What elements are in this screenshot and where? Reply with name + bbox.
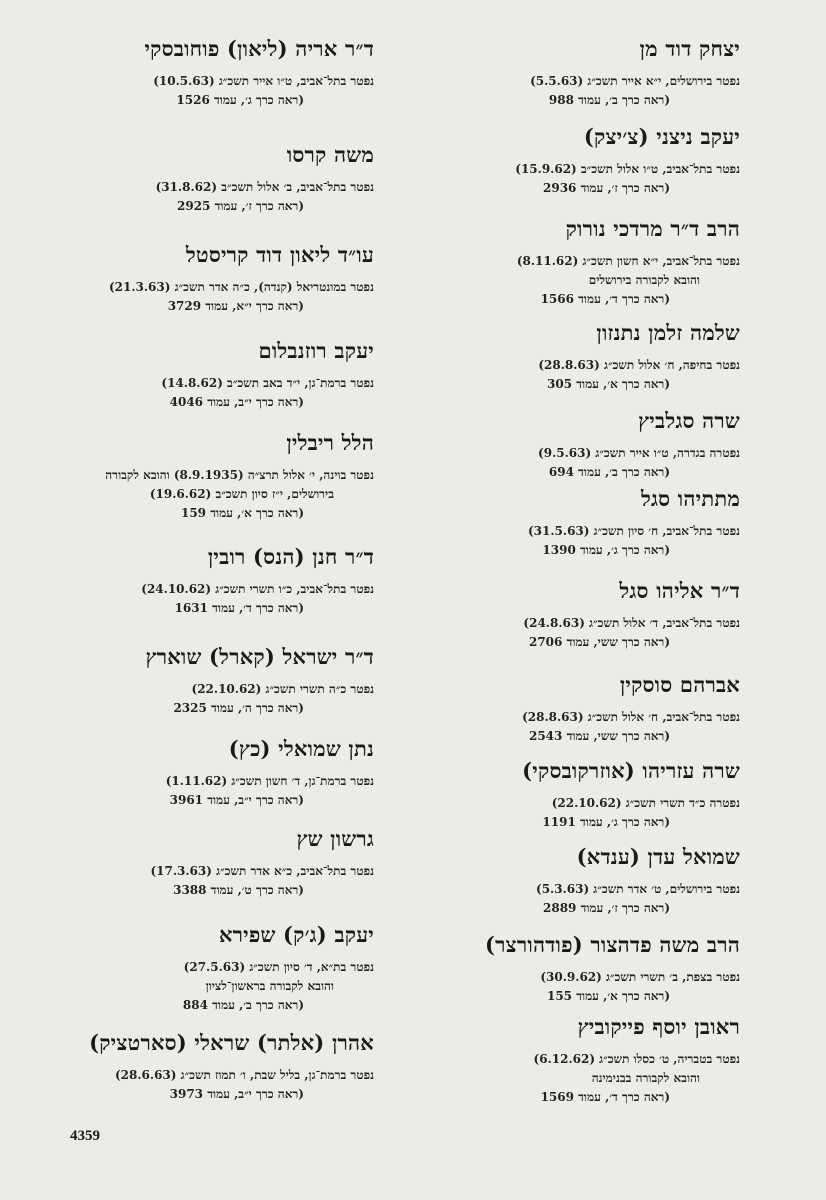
entry-reference: (ראה כרך ז׳, עמוד 2936 — [543, 181, 670, 195]
entry-line: נפטר בירושלים, י״א אייר תשכ״ג (5.5.63) — [530, 74, 740, 88]
entry-line: נפטר בתל־אביב, ט״ו אלול תשכ״ב (15.9.62) — [515, 162, 740, 176]
entry-line: נפטר בתל־אביב, ח׳ אלול תשכ״ג (28.8.63) — [522, 710, 740, 724]
entry-name: מתתיהו סגל — [640, 486, 740, 511]
entry-name: הלל ריבלין — [286, 430, 374, 455]
entry — [440, 320, 740, 394]
entry-line: נפטר בתל־אביב, כ״א אדר תשכ״ג (17.3.63) — [150, 864, 374, 878]
entry-reference: (ראה כרך ב׳, עמוד 988 — [548, 93, 670, 107]
entry-name: ראובן יוסף פייקוביץ — [577, 1014, 740, 1039]
entry-name: יעקב ניצני (צ׳יצק) — [583, 124, 740, 149]
entry — [440, 216, 740, 309]
entry-line: נפטר בת״א, ד׳ סיון תשכ״ג (27.5.63) — [183, 960, 374, 974]
entry-reference: (ראה כרך ז׳, עמוד 2925 — [177, 199, 304, 213]
entry-reference: (ראה כרך ב׳, עמוד 884 — [182, 998, 304, 1012]
entry-reference: (ראה כרך ב׳, עמוד 694 — [548, 465, 670, 479]
entry-name: שרה סגלביץ — [638, 408, 740, 433]
entry-line: נפטרה בגדרה, ט״ו אייר תשכ״ג (9.5.63) — [538, 446, 740, 460]
entry-reference: (ראה כרך ד׳, עמוד 1569 — [540, 1090, 670, 1104]
entry-name: הרב משה פדהצור (פודהורצר) — [485, 932, 740, 957]
entry-name: משה קרסו — [286, 142, 374, 167]
entry-name: שרה עזריהו (אוזרקובסקי) — [522, 758, 740, 783]
entry — [44, 1030, 374, 1104]
entry-name: אברהם סוסקין — [619, 672, 740, 697]
entry — [440, 844, 740, 918]
entry-name: יעקב (ג׳ק) שפירא — [218, 922, 374, 947]
entry-line: נפטר ברמת־גן, י״ד באב תשכ״ב (14.8.62) — [161, 376, 374, 390]
entry-name: עו״ד ליאון דוד קריסטל — [185, 242, 374, 267]
entry-reference: (ראה כרך י״א, עמוד 3729 — [167, 299, 304, 313]
entry-reference: (ראה כרך ט׳, עמוד 3388 — [173, 883, 304, 897]
entry-reference: (ראה כרך י״ב, עמוד 3961 — [169, 793, 304, 807]
entry-reference: (ראה כרך ה׳, עמוד 2325 — [173, 701, 304, 715]
entry-reference: (ראה כרך ג׳, עמוד 1390 — [542, 543, 670, 557]
page-number: 4359 — [70, 1128, 100, 1144]
entry — [440, 124, 740, 198]
entry-line: והובא לקבורה בירושלים — [588, 273, 700, 287]
entry-name: אהרן (אלתר) שראלי (סארטציק) — [89, 1030, 374, 1055]
entry-reference: (ראה כרך ד׳, עמוד 1566 — [540, 292, 670, 306]
entry-line: נפטר בתל־אביב, כ״ו תשרי תשכ״ג (24.10.62) — [141, 582, 374, 596]
entry — [440, 672, 740, 746]
entry-name: ד״ר אליהו סגל — [619, 578, 740, 603]
entry-name: ד״ר אריה (ליאון) פוחובסקי — [144, 36, 374, 61]
entry-name: ד״ר חנן (הנס) רובין — [207, 544, 374, 569]
entry-reference: (ראה כרך ג׳, עמוד 1526 — [176, 93, 304, 107]
entry-line: בירושלים, י״ז סיון תשכ״ב (19.6.62) — [149, 487, 334, 501]
entry — [440, 1014, 740, 1107]
entry-reference: (ראה כרך ז׳, עמוד 2889 — [543, 901, 670, 915]
entry-name: נתן שמואלי (כץ) — [228, 736, 374, 761]
entry-name: הרב ד״ר מרדכי נורוק — [565, 216, 740, 241]
entry-reference: (ראה כרך ששי, עמוד 2543 — [528, 729, 670, 743]
entry-reference: (ראה כרך ששי, עמוד 2706 — [528, 635, 670, 649]
entry-name: שמואל עדן (ענדא) — [576, 844, 740, 869]
entry — [44, 544, 374, 618]
entry-reference: (ראה כרך י״ב, עמוד 3973 — [169, 1087, 304, 1101]
entry-reference: (ראה כרך ג׳, עמוד 1191 — [542, 815, 670, 829]
entry — [44, 142, 374, 216]
entry-line: נפטרה כ״ד תשרי תשכ״ג (22.10.62) — [551, 796, 740, 810]
entry — [440, 932, 740, 1006]
entry-name: ד״ר ישראל (קארל) שוארץ — [145, 644, 374, 669]
entry — [44, 242, 374, 316]
entry-line: נפטר ברמת־גן, בליל שבת, ו׳ תמוז תשכ״ג (28.6.63) — [114, 1068, 374, 1082]
entry-line: נפטר במונטריאל (קנדה), כ״ה אדר תשכ״ג (21.3.63) — [108, 280, 374, 294]
entry — [44, 922, 374, 1015]
entry-reference: (ראה כרך ד׳, עמוד 1631 — [174, 601, 304, 615]
entry-reference: (ראה כרך א׳, עמוד 155 — [546, 989, 670, 1003]
entry-line: נפטר בתל־אביב, ד׳ אלול תשכ״ג (24.8.63) — [523, 616, 740, 630]
entry-reference: (ראה כרך א׳, עמוד 305 — [546, 377, 670, 391]
entry — [44, 736, 374, 810]
entry-line: והובא לקבורה בראשון־לציון — [205, 979, 334, 993]
entry — [440, 408, 740, 482]
entry — [440, 578, 740, 652]
entry-line: נפטר כ״ה תשרי תשכ״ג (22.10.62) — [191, 682, 374, 696]
entry-name: יצחק דוד מן — [639, 36, 740, 61]
entry-line: נפטר בתל־אביב, י״א חשון תשכ״ג (8.11.62) — [516, 254, 740, 268]
entry-line: נפטר בחיפה, ח׳ אלול תשכ״ג (28.8.63) — [538, 358, 740, 372]
entry-name: שלמה זלמן נתנזון — [596, 320, 740, 345]
entry — [44, 644, 374, 718]
entry — [44, 430, 374, 523]
entry — [440, 36, 740, 110]
entry-name: יעקב רוזנבלום — [258, 338, 374, 363]
entry — [44, 826, 374, 900]
entry — [44, 338, 374, 412]
entry-line: נפטר בתל־אביב, ט״ו אייר תשכ״ג (10.5.63) — [153, 74, 374, 88]
entry — [440, 486, 740, 560]
entry-line: נפטר בירושלים, ט׳ אדר תשכ״ג (5.3.63) — [536, 882, 740, 896]
entry — [440, 758, 740, 832]
entry-line: והובא לקבורה בבנימינה — [591, 1071, 700, 1085]
entry-line: נפטר בטבריה, ט׳ כסלו תשכ״ג (6.12.62) — [533, 1052, 740, 1066]
entry-line: נפטר בוינה, י׳ אלול תרצ״ה (8.9.1935) והובא לקבורה — [105, 468, 374, 482]
entry — [44, 36, 374, 110]
entry-reference: (ראה כרך י״ב, עמוד 4046 — [169, 395, 304, 409]
entry-line: נפטר בתל־אביב, ח׳ סיון תשכ״ג (31.5.63) — [527, 524, 740, 538]
entry-reference: (ראה כרך א׳, עמוד 159 — [180, 506, 304, 520]
entry-line: נפטר בצפת, ב׳ תשרי תשכ״ג (30.9.62) — [540, 970, 740, 984]
entry-line: נפטר בתל־אביב, ב׳ אלול תשכ״ב (31.8.62) — [155, 180, 374, 194]
entry-line: נפטר ברמת־גן, ד׳ חשון תשכ״ג (1.11.62) — [165, 774, 374, 788]
entry-name: גרשון שץ — [296, 826, 374, 851]
